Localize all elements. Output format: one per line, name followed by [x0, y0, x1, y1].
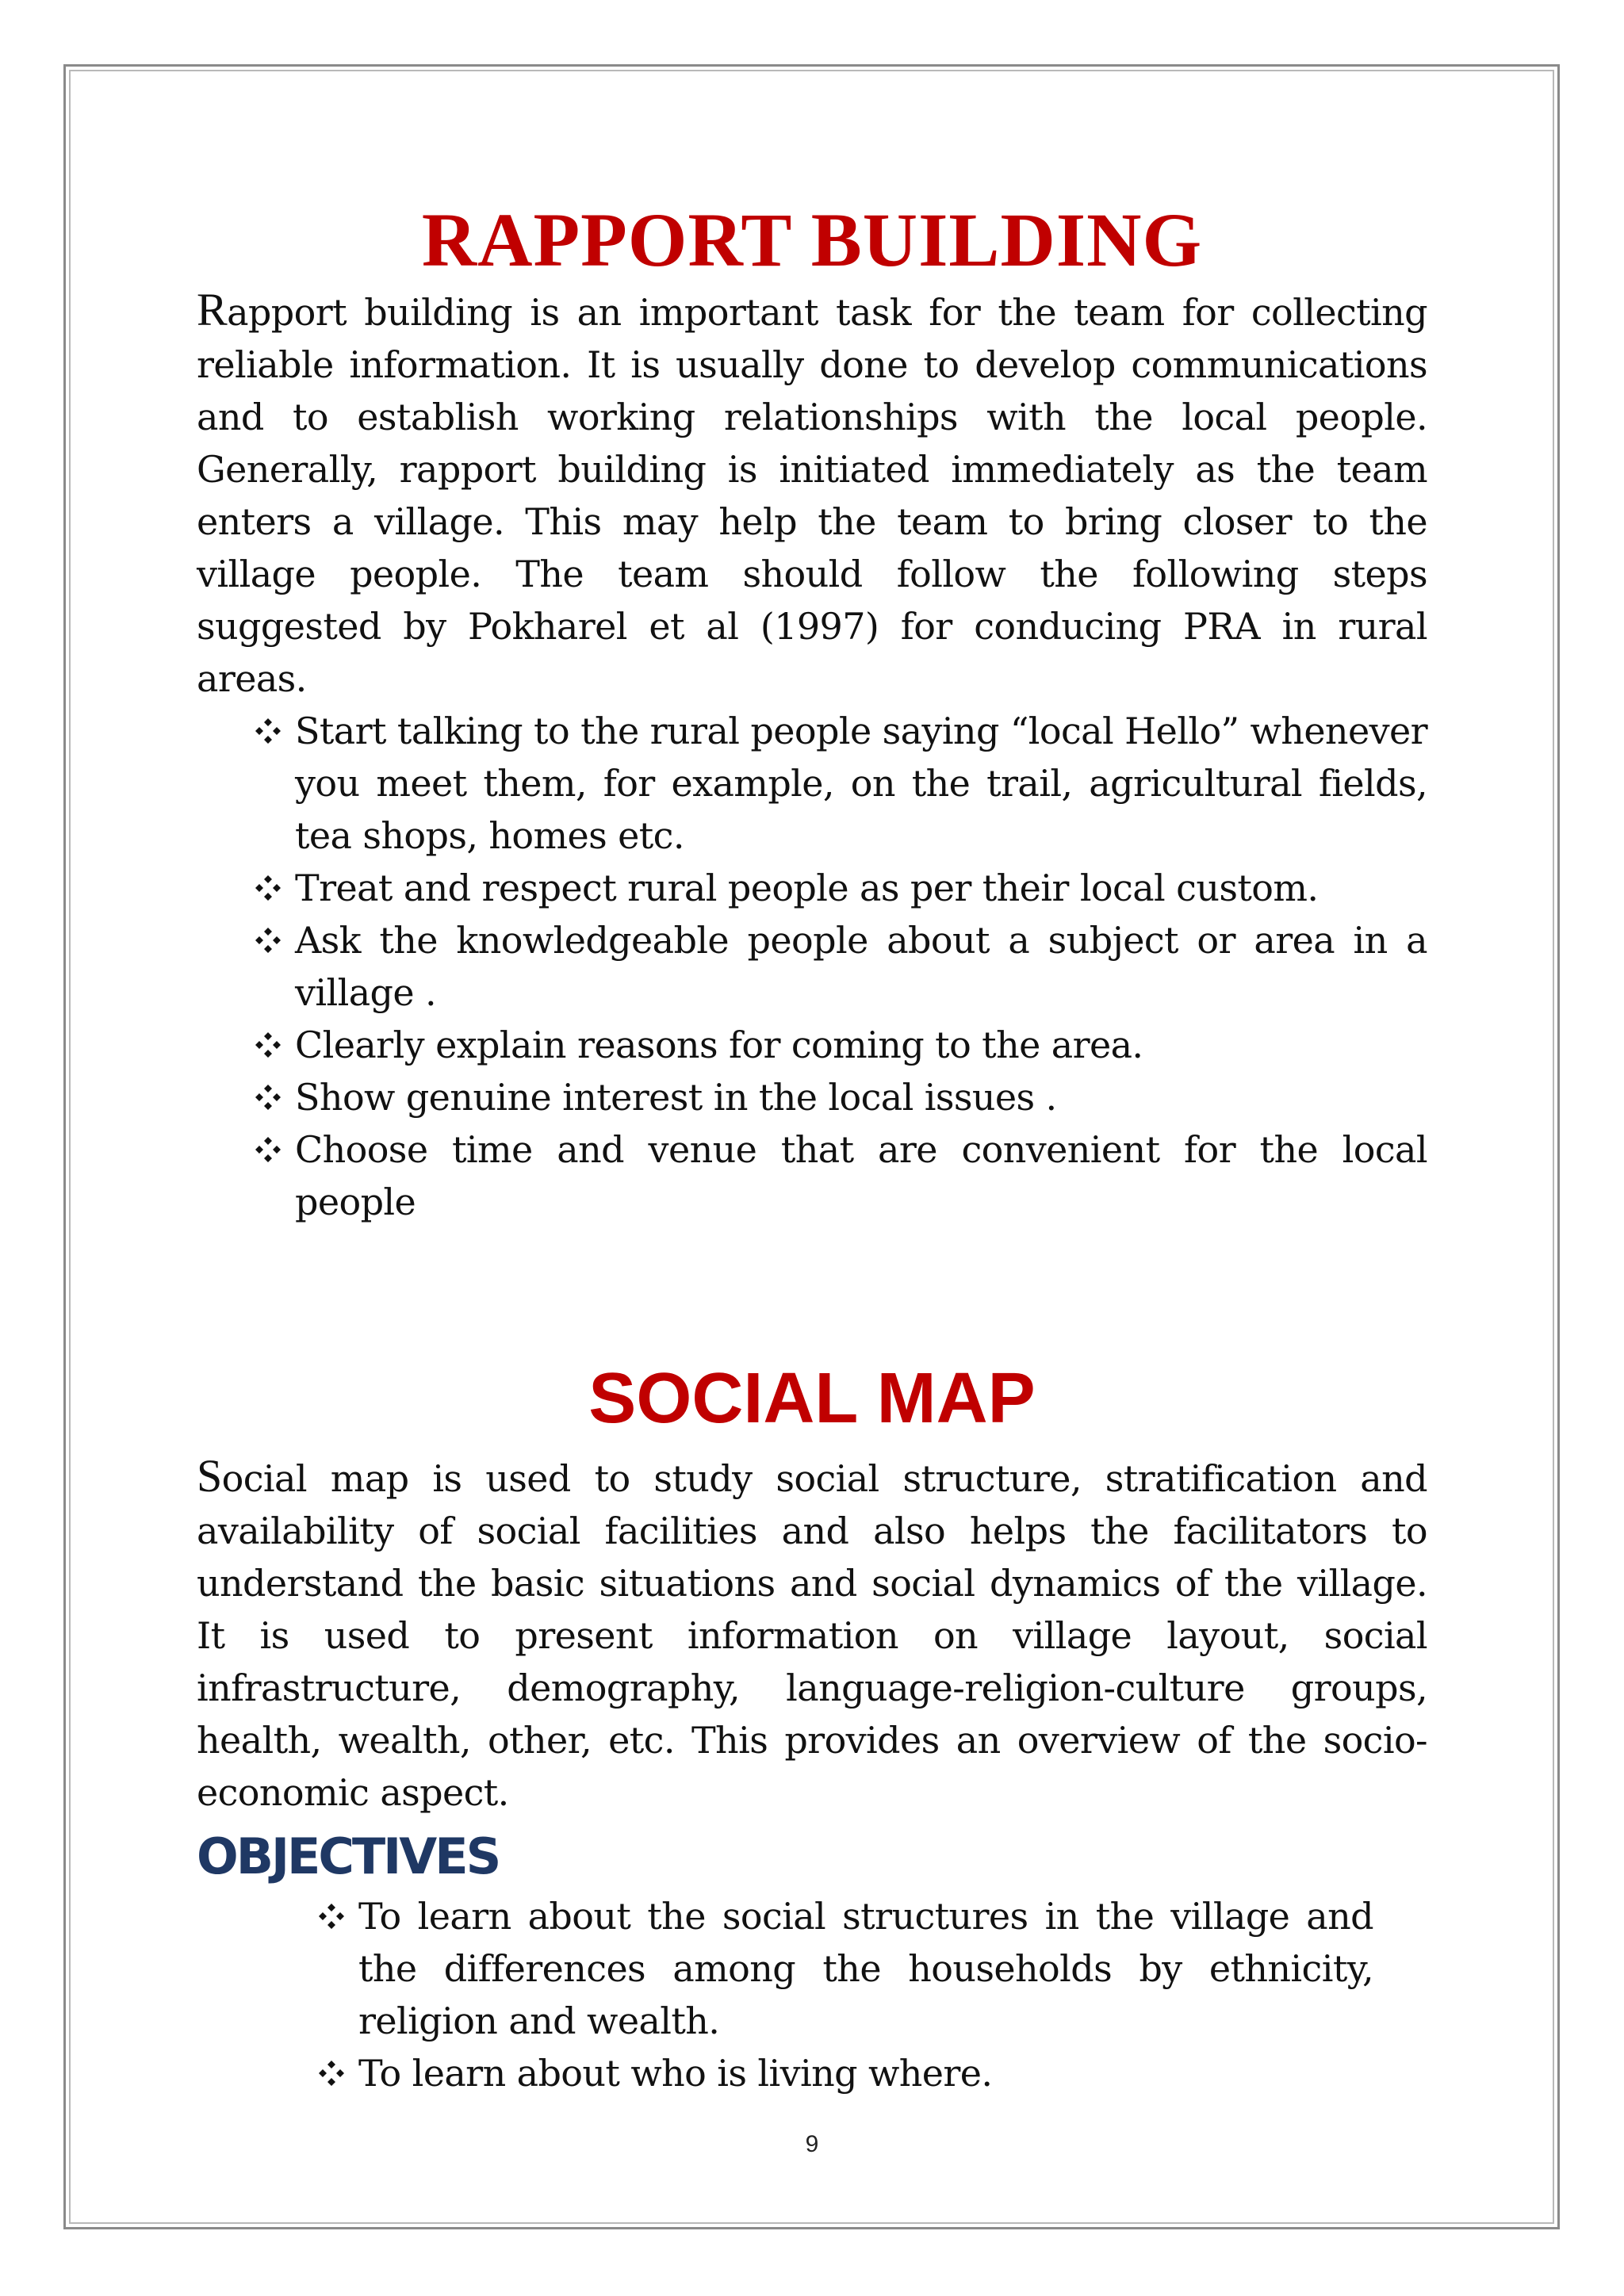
paragraph-text: apport building is an important task for the team for collecting reliable information. It is usually done to develop communications and to establish working relationships with the local people. Generally, rapport building is initiated immediately as the team enters a village. This may help the team to bring closer to the village people. The team should follow the following steps suggested by Pokharel et al (1997) for conducing PRA in rural areas.: [197, 291, 1427, 700]
list-item-text: To learn about the social structures in the village and the differences among the households by ethnicity, religion and wealth.: [358, 1895, 1373, 2042]
list-item-text: Treat and respect rural people as per their local custom.: [295, 867, 1319, 909]
list-item-text: Choose time and venue that are convenient for the local people: [295, 1128, 1427, 1223]
four-diamond-bullet-icon: [251, 705, 285, 757]
list-item: [295, 1019, 1427, 1071]
list-item: [295, 862, 1427, 914]
four-diamond-bullet-icon: [251, 1071, 285, 1123]
list-item: [295, 1123, 1427, 1228]
list-item: [295, 1071, 1427, 1123]
list-item-text: Clearly explain reasons for coming to the area.: [295, 1024, 1143, 1066]
four-diamond-bullet-icon: [314, 1890, 349, 1942]
four-diamond-bullet-icon: [251, 1019, 285, 1071]
rapport-building-paragraph: [197, 284, 1427, 705]
rapport-steps-list: [295, 705, 1427, 1228]
social-map-title: SOCIAL MAP: [588, 1359, 1036, 1438]
list-item-text: Show genuine interest in the local issues .: [295, 1076, 1057, 1119]
paragraph-dropcap: R: [197, 284, 228, 335]
list-item: [295, 705, 1427, 862]
list-item: [295, 914, 1427, 1019]
list-item-text: Start talking to the rural people saying “local Hello” whenever you meet them, for example, on the trail, agricultural fields, tea shops, homes etc.: [295, 710, 1427, 857]
social-map-paragraph: [197, 1450, 1427, 1819]
four-diamond-bullet-icon: [251, 914, 285, 966]
rapport-building-title: RAPPORT BUILDING: [421, 197, 1203, 282]
list-item-text: Ask the knowledgeable people about a subject or area in a village .: [295, 919, 1427, 1014]
page-number: 9: [805, 2131, 819, 2157]
list-item: [358, 2047, 1373, 2099]
four-diamond-bullet-icon: [314, 2047, 349, 2099]
objectives-list: [358, 1890, 1373, 2099]
four-diamond-bullet-icon: [251, 862, 285, 914]
four-diamond-bullet-icon: [251, 1123, 285, 1176]
page-content: [197, 197, 1427, 2099]
paragraph-text: ocial map is used to study social structure, stratification and availability of social facilities and also helps the facilitators to understand the basic situations and social dynamics of the village. It is used to present information on village layout, social infrastructure, demography, language-religion-culture groups, health, wealth, other, etc. This provides an overview of the socio-economic aspect.: [197, 1457, 1427, 1814]
list-item-text: To learn about who is living where.: [358, 2052, 993, 2095]
list-item: [358, 1890, 1373, 2047]
paragraph-dropcap: S: [197, 1450, 222, 1502]
objectives-heading: OBJECTIVES: [197, 1827, 500, 1885]
